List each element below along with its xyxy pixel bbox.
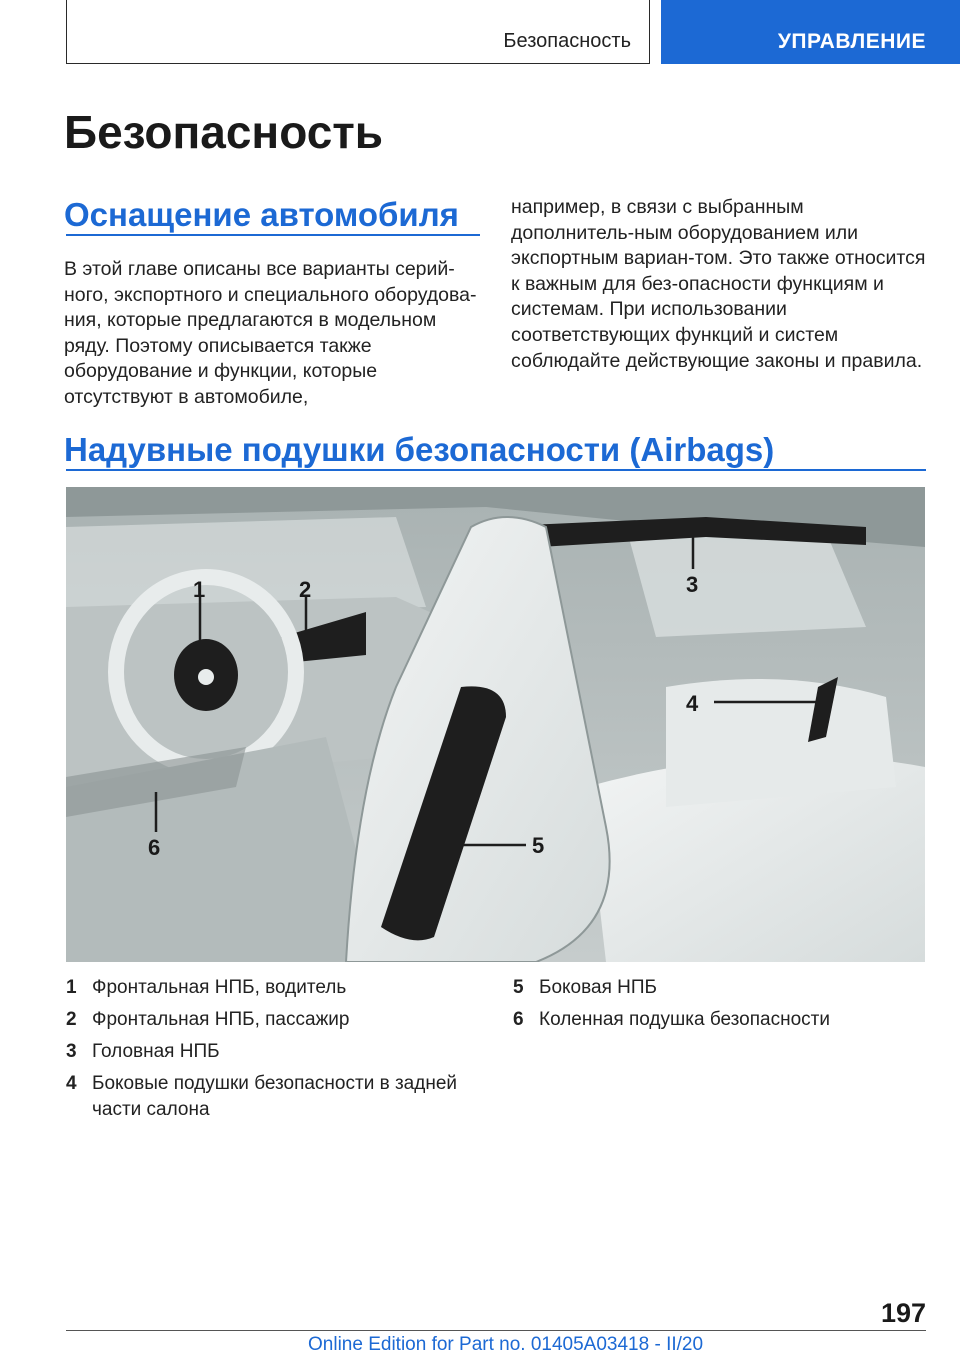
legend-number: 3 [66,1041,77,1062]
footer-rule [66,1330,926,1331]
legend-right [513,975,933,1045]
header-chapter-title: УПРАВЛЕНИЕ [777,30,926,53]
legend-number: 1 [66,977,77,998]
legend-number: 4 [66,1073,77,1094]
paragraph-right: например, в связи с выбранным дополнитель-ным оборудованием или экспортным вариан-том. Это также относится к важным для без-опасности функциям и системам. При использовании соответствующих функций и систем соблюдайте действующие законы и правила. [511,196,926,372]
rear-seat-back [666,679,896,807]
section-rule-equipment [66,234,480,236]
page-number: 197 [880,1298,926,1328]
legend-text: Боковая НПБ [539,977,657,998]
callout-1: 1 [193,577,206,602]
callout-5: 5 [532,833,545,858]
header-section-title: Безопасность [503,30,631,52]
callout-3: 3 [686,572,699,597]
callout-4: 4 [686,691,699,716]
steering-logo [198,669,214,685]
airbag-illustration [66,487,925,962]
page-title: Безопасность [64,106,384,158]
legend-number: 2 [66,1009,77,1030]
footer-edition: Online Edition for Part no. 01405A03418 - II/20 [308,1334,704,1355]
rear-side-window [626,527,866,637]
header-chapter-tab [661,0,960,64]
callout-2: 2 [299,577,312,602]
legend-text: Фронтальная НПБ, пассажир [92,1009,350,1030]
legend-text: Головная НПБ [92,1041,220,1062]
legend-number: 6 [513,1009,524,1030]
section-heading-airbags: Надувные подушки безопасности (Airbags) [64,431,775,468]
legend-number: 5 [513,977,524,998]
section-rule-airbags [66,469,926,471]
header-section-tab [66,0,650,64]
section-heading-equipment: Оснащение автомобиля [64,196,459,233]
paragraph-left: В этой главе описаны все варианты серий-ного, экспортного и специального оборудова-ния, которые предлагаются в модельном ряду. Поэтому описывается также оборудование и функции, которые отсутствуют в автомобиле, [64,258,477,408]
legend-text: Фронтальная НПБ, водитель [92,977,347,998]
legend-left [66,975,486,1125]
legend-text: Коленная подушка безопасности [539,1009,830,1030]
callout-6: 6 [148,835,161,860]
legend-text: Боковые подушки безопасности в задней части салона [92,1073,457,1120]
